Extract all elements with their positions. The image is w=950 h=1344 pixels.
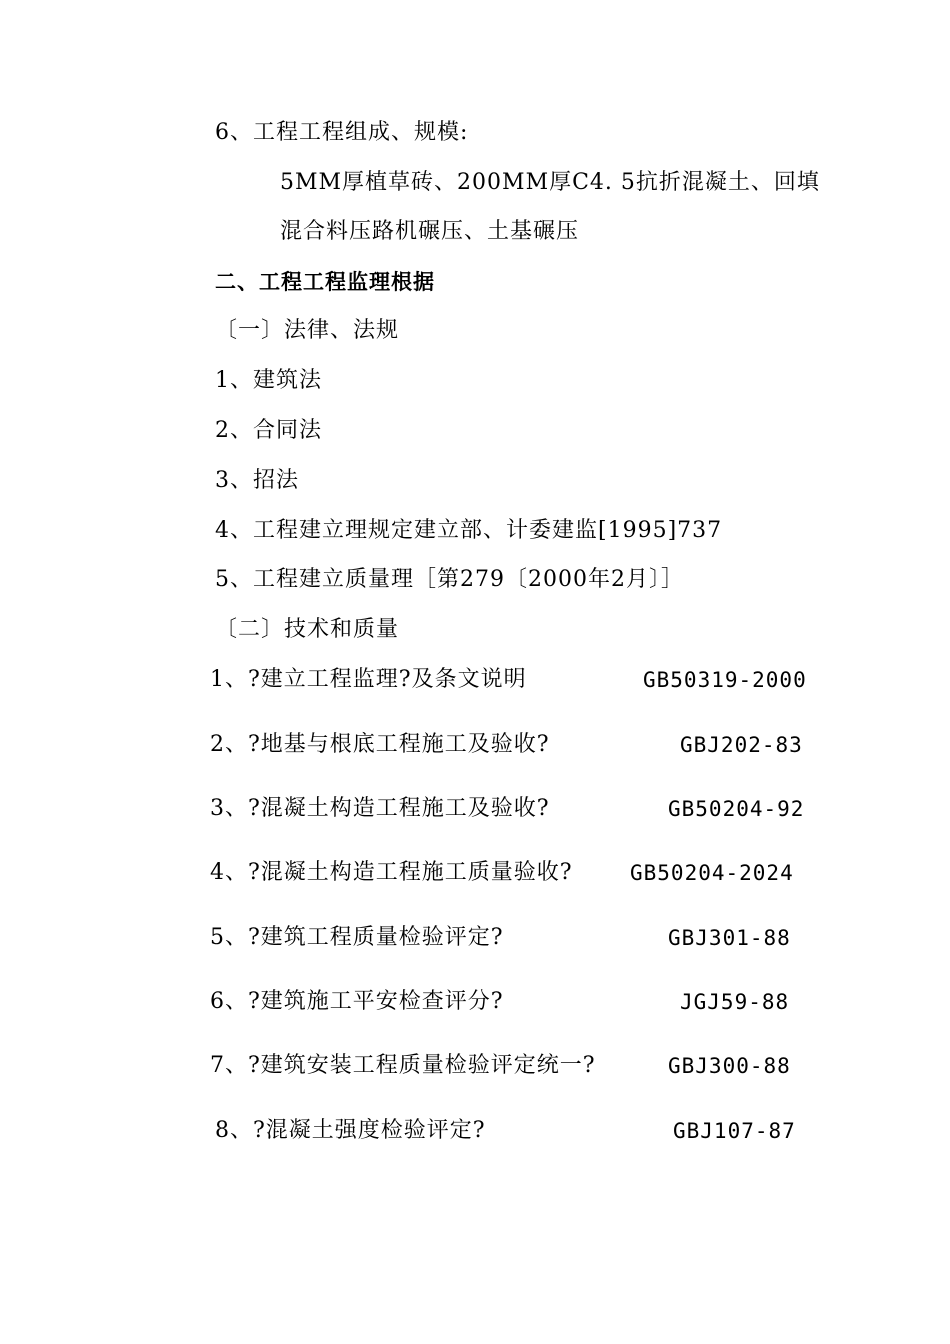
standard-name: 4、?混凝土构造工程施工质量验收? [210,860,573,885]
section-6-line-1: 5MM厚植草砖、200MM厚C4. 5抗折混凝土、回填 [280,170,820,195]
standard-code: GBJ301-88 [668,926,791,950]
standard-code: GBJ107-87 [673,1119,796,1143]
standard-code: GB50204-92 [668,797,805,821]
standard-code: GBJ202-83 [680,733,803,757]
standard-name: 8、?混凝土强度检验评定? [215,1118,486,1143]
standard-name: 2、?地基与根底工程施工及验收? [210,732,550,757]
standard-code: GB50204-2024 [630,861,794,885]
standard-name: 6、?建筑施工平安检查评分? [210,989,504,1014]
standard-code: GBJ300-88 [668,1054,791,1078]
standard-name: 5、?建筑工程质量检验评定? [210,925,504,950]
subsection-laws-title: 〔一〕法律、法规 [215,318,400,343]
law-item: 3、招法 [215,468,299,493]
standard-name: 1、?建立工程监理?及条文说明 [210,667,527,692]
law-item: 4、工程建立理规定建立部、计委建监[1995]737 [215,518,723,543]
section-2-heading: 二、工程工程监理根据 [215,270,435,294]
standard-code: JGJ59-88 [680,990,790,1014]
law-item: 5、工程建立质量理［第279〔2000年2月〕］ [215,567,684,592]
law-item: 1、建筑法 [215,368,322,393]
law-item: 2、合同法 [215,418,322,443]
subsection-standards-title: 〔二〕技术和质量 [215,617,400,642]
standard-code: GB50319-2000 [643,668,807,692]
section-6-line-2: 混合料压路机碾压、土基碾压 [280,219,580,244]
section-6-title: 6、工程工程组成、规模: [215,120,469,145]
standard-name: 3、?混凝土构造工程施工及验收? [210,796,550,821]
standard-name: 7、?建筑安装工程质量检验评定统一? [210,1053,596,1078]
